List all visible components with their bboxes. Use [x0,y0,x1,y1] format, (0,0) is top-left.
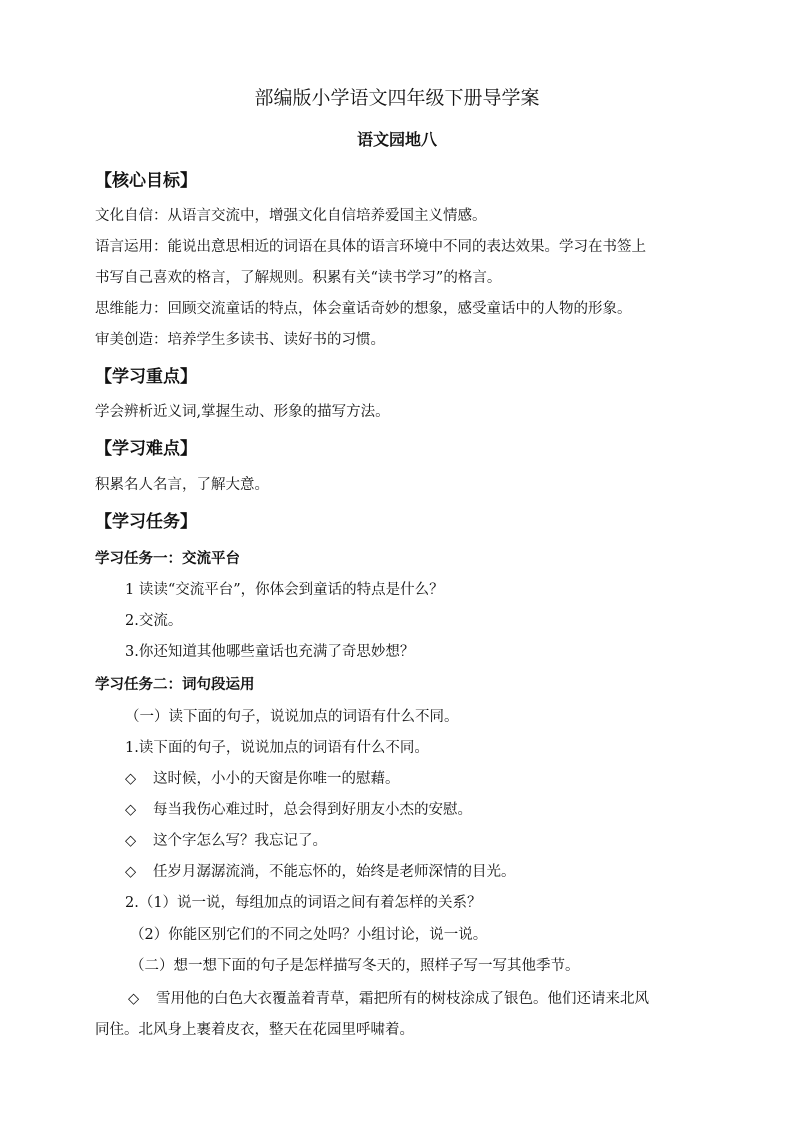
task1-item-1: 1 读读“交流平台”，你体会到童话的特点是什么？ [125,582,444,598]
sentence-text: 这时候，小小的天窗是你唯一的慰藉。 [153,771,400,787]
diamond-bullet-icon: ◇ [125,771,137,787]
document-subtitle: 语文园地八 [356,130,437,149]
goal-line-culture: 文化自信：从语言交流中，增强文化自信培养爱国主义情感。 [95,208,487,224]
sentence-item [125,798,472,822]
task2-part1-title: （一）读下面的句子，说说加点的词语有什么不同。 [125,709,459,725]
sentence-item [125,860,516,884]
diamond-bullet-icon: ◇ [125,833,137,849]
focus-heading: 【学习重点】 [95,367,197,387]
sentence-text: 这个字怎么写？我忘记了。 [153,833,327,849]
task2-title: 学习任务二：词句段运用 [95,676,255,693]
goal-line-language-2: 书写自己喜欢的格言，了解规则。积累有关“读书学习”的格言。 [95,270,502,286]
example-sentence-text: 雪用他的白色大衣覆盖着青草，霜把所有的树枝涂成了银色。他们还请来北风 [156,991,649,1007]
task1-item-3: 3.你还知道其他哪些童话也充满了奇思妙想？ [125,644,415,660]
task1-item-2: 2.交流。 [125,613,183,629]
sentence-item [125,829,327,853]
question-2-1: 2.（1）说一说，每组加点的词语之间有着怎样的关系？ [125,895,482,911]
sentence-text: 每当我伤心难过时，总会得到好朋友小杰的安慰。 [153,802,472,818]
diamond-bullet-icon: ◇ [125,802,137,818]
focus-text: 学会辨析近义词,掌握生动、形象的描写方法。 [95,404,390,420]
question-2-2: （2）你能区别它们的不同之处吗？小组讨论，说一说。 [130,927,488,943]
tasks-heading: 【学习任务】 [95,512,197,532]
sentence-text: 任岁月潺潺流淌，不能忘怀的，始终是老师深情的目光。 [153,864,516,880]
task1-title: 学习任务一：交流平台 [95,550,240,567]
document-title: 部编版小学语文四年级下册导学案 [254,87,540,109]
example-sentence-line-1 [128,987,649,1011]
example-sentence-line-2: 同住。北风身上裹着皮衣，整天在花园里呼啸着。 [95,1022,414,1038]
diamond-bullet-icon: ◇ [125,864,137,880]
goal-line-language-1: 语言运用：能说出意思相近的词语在具体的语言环境中不同的表达效果。学习在书签上 [95,239,646,255]
sentence-item [125,767,400,791]
difficulty-heading: 【学习难点】 [95,439,197,459]
goals-heading: 【核心目标】 [95,171,197,191]
task2-part2-title: （二）想一想下面的句子是怎样描写冬天的，照样子写一写其他季节。 [130,958,580,974]
difficulty-text: 积累名人名言，了解大意。 [95,477,269,493]
diamond-bullet-icon: ◇ [128,991,140,1007]
goal-line-thinking: 思维能力：回顾交流童话的特点，体会童话奇妙的想象，感受童话中的人物的形象。 [95,301,632,317]
goal-line-aesthetic: 审美创造：培养学生多读书、读好书的习惯。 [95,332,385,348]
task2-part1-sub: 1.读下面的句子，说说加点的词语有什么不同。 [125,740,429,756]
